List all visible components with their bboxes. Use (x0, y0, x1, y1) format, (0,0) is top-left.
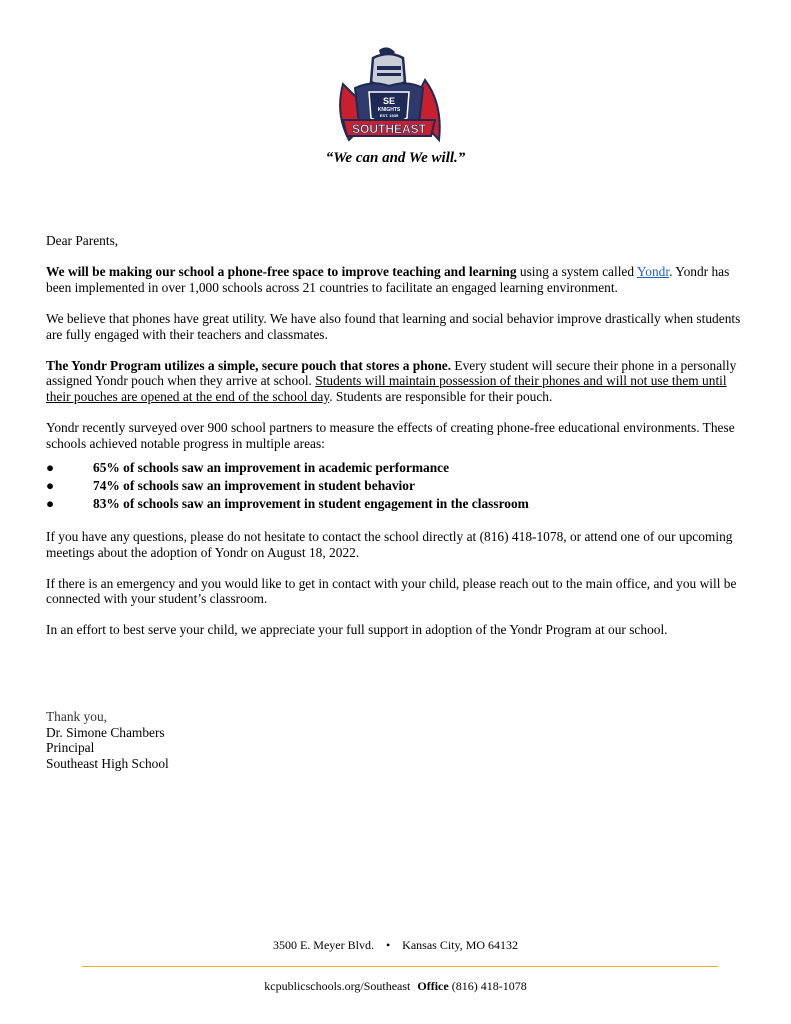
paragraph-pouch (46, 358, 746, 405)
bullet-icon: ● (46, 460, 55, 476)
logo-southeast-text: SOUTHEAST (351, 122, 427, 136)
bullet-icon: ● (46, 478, 55, 494)
signer-name: Dr. Simone Chambers (46, 724, 165, 740)
paragraph-support: In an effort to best serve your child, we appreciate your full support in adoption of the Yondr Program at our school. (46, 622, 668, 638)
list-item (46, 459, 746, 477)
website-link[interactable]: kcpublicschools.org/Southeast (264, 979, 411, 993)
paragraph-intro (46, 264, 746, 295)
street-address: 3500 E. Meyer Blvd. (272, 938, 374, 952)
pouch-text-a: Every student will secure their phone in a personally assigned Yondr pouch when they arrive at school. (46, 357, 737, 389)
closing: Thank you, (46, 709, 107, 724)
intro-text-a: using a system called (516, 264, 637, 280)
logo-est-text: EST. 1939 (379, 113, 399, 118)
office-label: Office (417, 979, 449, 993)
school-motto: “We can and We will.” (325, 150, 466, 166)
signer-school: Southeast High School (46, 755, 169, 771)
office-phone: (816) 418-1078 (451, 979, 527, 993)
list-item (46, 477, 746, 495)
city-state-zip: Kansas City, MO 64132 (402, 938, 519, 952)
bullet-icon: ● (46, 496, 55, 512)
list-item-text: 74% of schools saw an improvement in student behavior (93, 478, 415, 494)
list-item (46, 495, 746, 513)
yondr-link[interactable]: Yondr (636, 264, 670, 280)
paragraph-questions: If you have any questions, please do not hesitate to contact the school directly at (816) 418-1078, or attend one of our upcoming meetings about the adoption of Yondr on August 18, 2022. (46, 528, 733, 560)
school-logo (333, 44, 445, 150)
footer-contact (0, 979, 791, 995)
intro-text-b: . Yondr has been implemented in over 1,000 schools across 21 countries to facilitate an engaged learning environment. (46, 264, 730, 295)
paragraph-phones-utility: We believe that phones have great utility. We have also found that learning and social behavior improve drastically when students are fully engaged with their teachers and classmates. (46, 310, 741, 342)
footer-address (0, 938, 791, 954)
signature-block (46, 709, 169, 771)
logo-knights-text: KNIGHTS (377, 107, 401, 113)
list-item-text: 65% of schools saw an improvement in academic performance (93, 460, 450, 476)
paragraph-survey: Yondr recently surveyed over 900 school partners to measure the effects of creating phone-free educational environments. These schools achieved notable progress in multiple areas: (46, 420, 735, 451)
footer-divider (82, 966, 718, 967)
survey-results-list (46, 459, 746, 513)
logo-se-text: SE (382, 96, 396, 106)
list-item-text: 83% of schools saw an improvement in student engagement in the classroom (93, 496, 529, 512)
intro-bold-text: We will be making our school a phone-free space to improve teaching and learning (46, 264, 517, 280)
pouch-underlined-text: Students will maintain possession of their phones and will not use them until their pouches are opened at the end of the school day (46, 373, 727, 404)
greeting: Dear Parents, (46, 233, 119, 248)
letter-body (46, 233, 746, 638)
signer-title: Principal (46, 740, 95, 756)
pouch-text-b: . Students are responsible for their pouch. (329, 388, 553, 404)
pouch-bold-text: The Yondr Program utilizes a simple, secure pouch that stores a phone. (46, 357, 452, 373)
knight-logo-icon (333, 44, 445, 150)
paragraph-emergency: If there is an emergency and you would like to get in contact with your child, please reach out to the main office, and you will be connected with your student’s classroom. (46, 575, 737, 607)
bullet-separator-icon: • (385, 938, 391, 952)
